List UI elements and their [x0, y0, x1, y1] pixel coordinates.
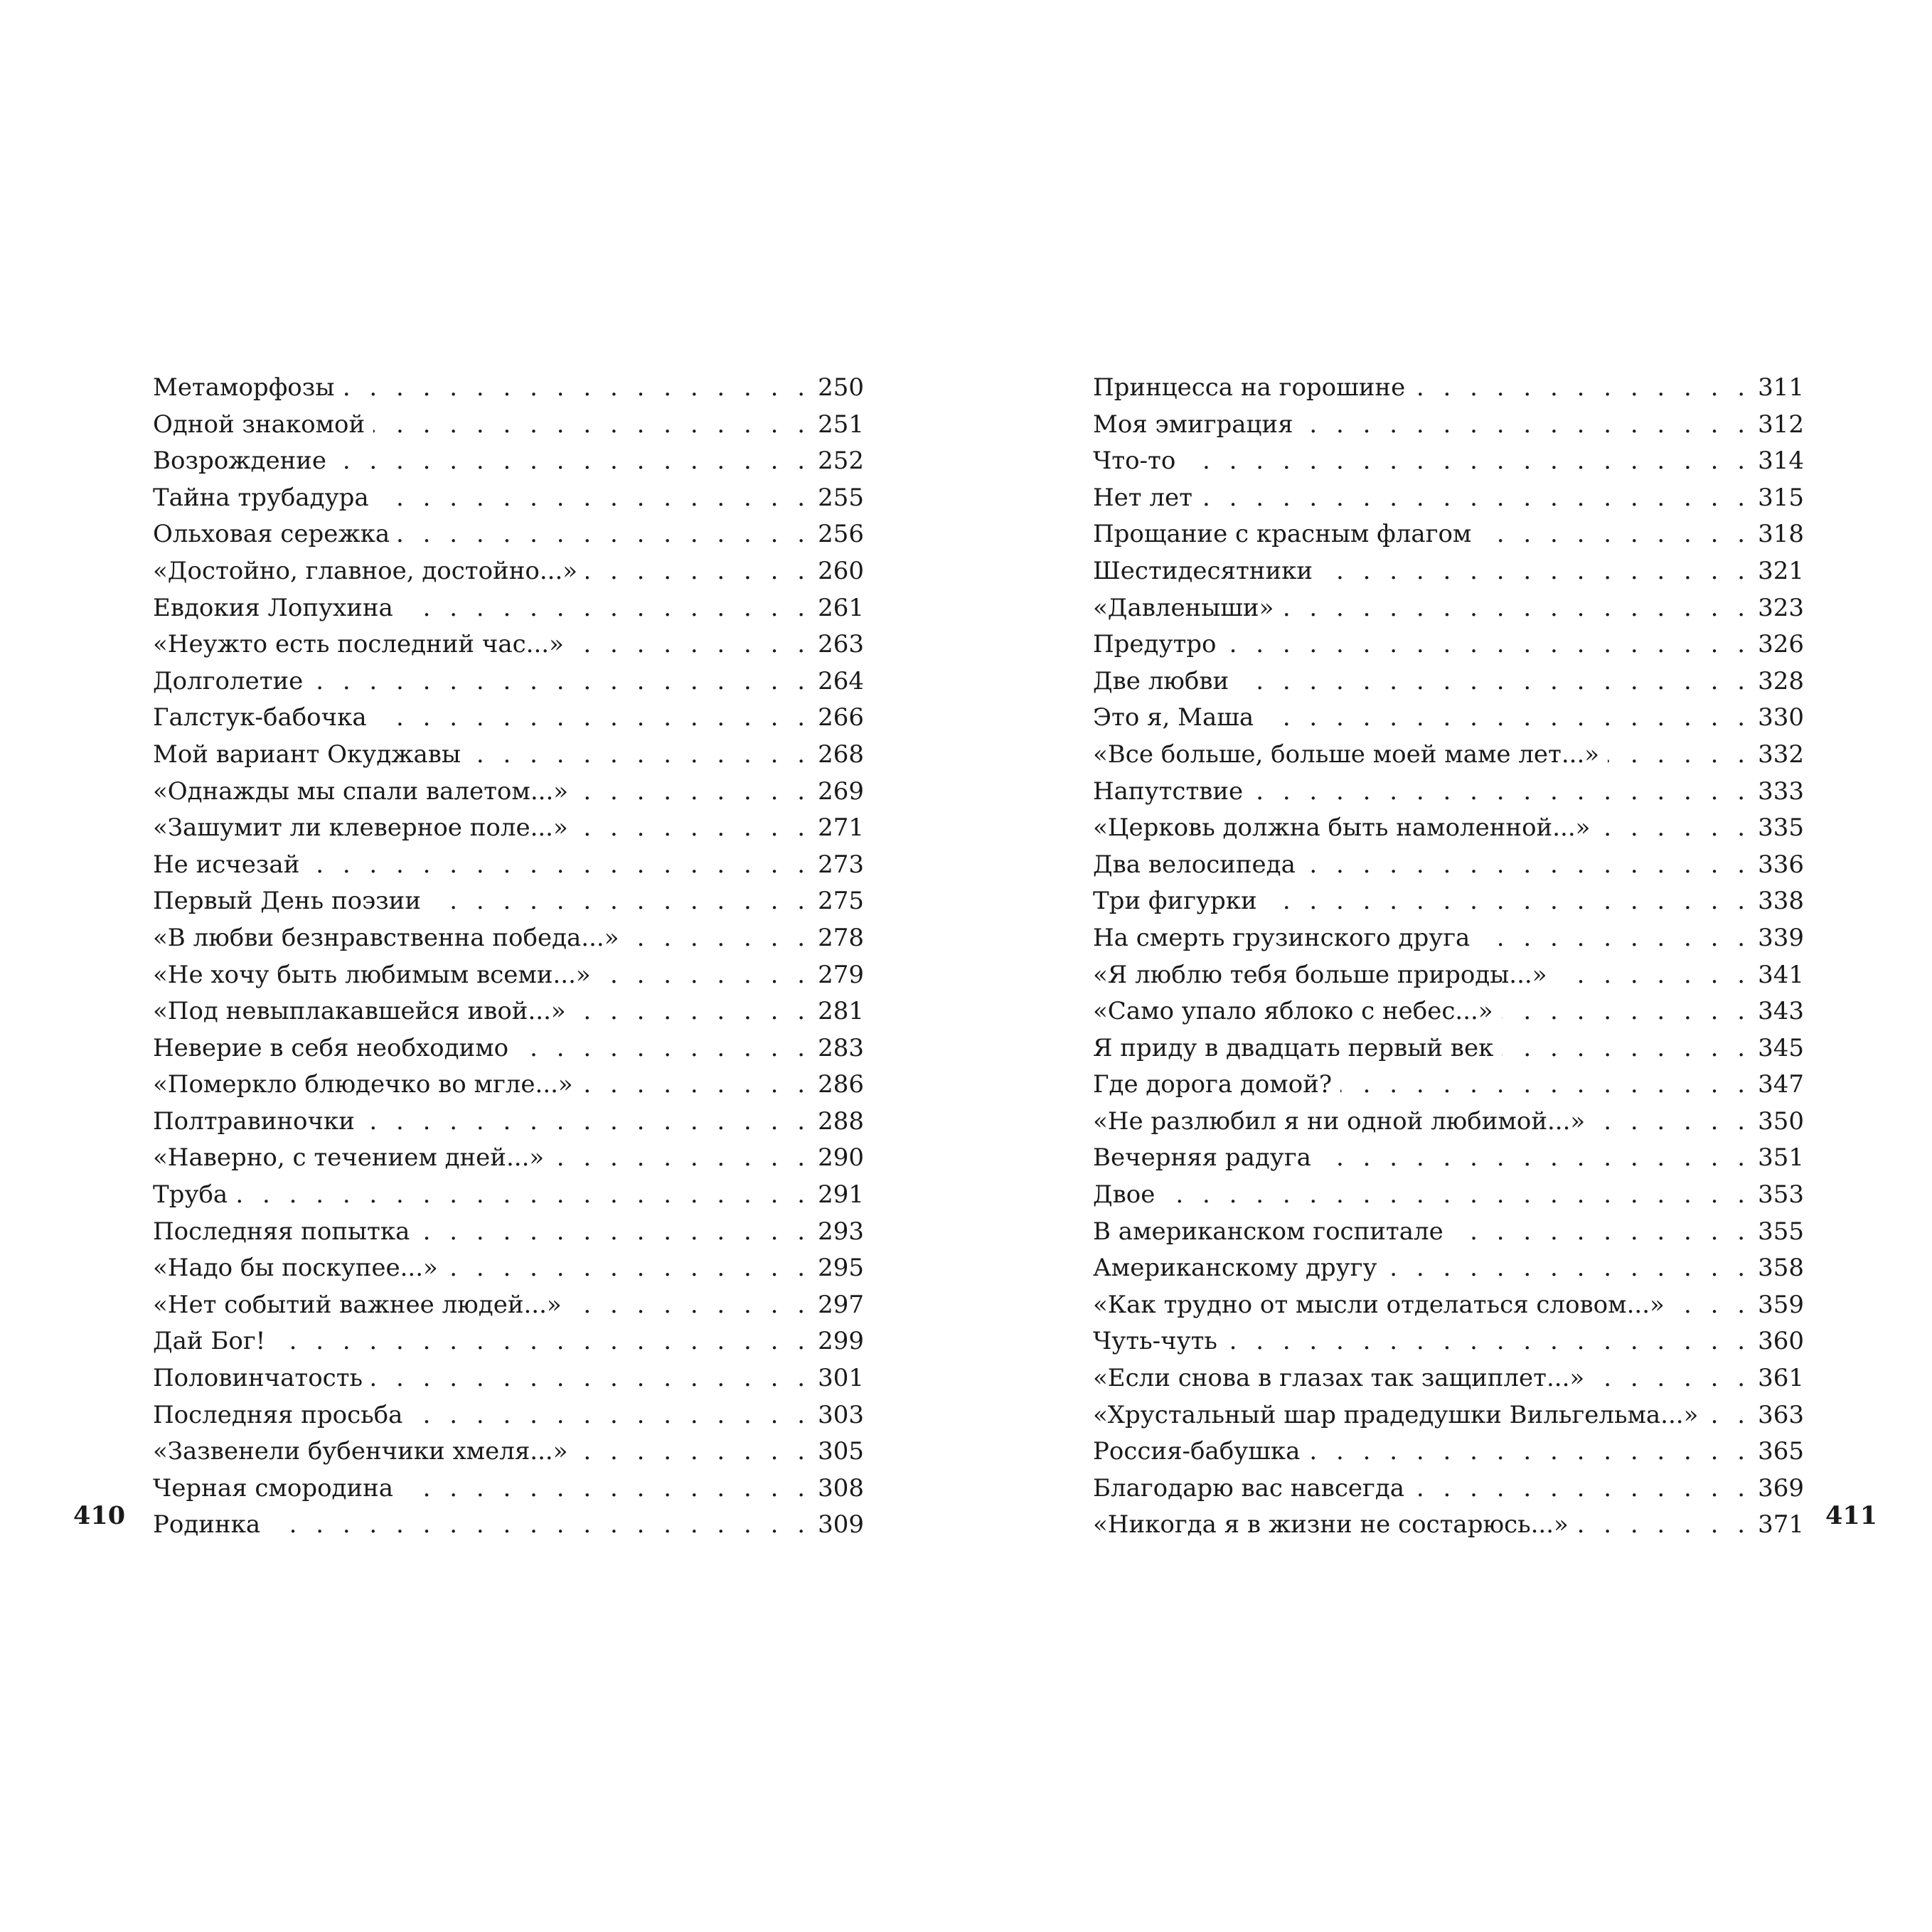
toc-entry-page: 281 [818, 997, 864, 1026]
toc-entry [153, 737, 864, 774]
dot-leader [1184, 443, 1751, 480]
toc-entry-title: «Под невыплакавшейся ивой...» [153, 997, 566, 1026]
dot-leader [343, 370, 811, 407]
toc-entry-page: 264 [818, 666, 864, 695]
dot-leader [1237, 663, 1751, 700]
dot-leader [1577, 1507, 1751, 1544]
toc-entry-page: 336 [1758, 850, 1804, 879]
toc-entry [1093, 370, 1804, 407]
toc-entry [1093, 774, 1804, 811]
dot-leader [1594, 1104, 1751, 1141]
dot-leader [1413, 1471, 1751, 1507]
toc-entry [153, 553, 864, 590]
toc-entry-title: Черная смородина [153, 1473, 394, 1503]
toc-entry-title: Труба [153, 1180, 228, 1210]
dot-leader [269, 1507, 811, 1544]
dot-leader [1320, 1140, 1751, 1177]
toc-entry-page: 323 [1758, 593, 1804, 622]
toc-entry-page: 295 [818, 1254, 864, 1283]
toc-entry [1093, 847, 1804, 884]
toc-entry-title: «Хрустальный шар прадедушки Вильгельма...» [1093, 1400, 1699, 1429]
toc-entry-title: Это я, Маша [1093, 703, 1254, 732]
toc-entry-title: Предутро [1093, 630, 1217, 659]
toc-entry-page: 335 [1758, 813, 1804, 843]
toc-entry-page: 293 [818, 1217, 864, 1246]
toc-entry-title: Неверие в себя необходимо [153, 1033, 509, 1062]
toc-entry-page: 255 [818, 483, 864, 512]
toc-entry [1093, 920, 1804, 957]
dot-leader [1266, 883, 1751, 920]
toc-entry-title: Три фигурки [1093, 887, 1257, 916]
dot-leader [418, 1214, 811, 1251]
toc-entry-title: «Никогда я в жизни не состарюсь...» [1093, 1510, 1569, 1539]
dot-leader [1262, 700, 1751, 737]
toc-entry-page: 328 [1758, 666, 1804, 695]
dot-leader [553, 1140, 811, 1177]
toc-entry-page: 369 [1758, 1473, 1804, 1503]
toc-entry [1093, 1140, 1804, 1177]
dot-leader [577, 774, 811, 811]
dot-leader [311, 663, 811, 700]
toc-entry-page: 343 [1758, 997, 1804, 1026]
toc-entry-page: 299 [818, 1327, 864, 1356]
dot-leader [1502, 993, 1751, 1030]
dot-leader [308, 847, 811, 884]
toc-entry [1093, 1471, 1804, 1507]
toc-entry-page: 263 [818, 630, 864, 659]
toc-entry-page: 359 [1758, 1290, 1804, 1319]
toc-entry-page: 353 [1758, 1180, 1804, 1210]
toc-entry [153, 1250, 864, 1287]
toc-entry-title: «Наверно, с течением дней...» [153, 1143, 545, 1173]
toc-entry-page: 251 [818, 410, 864, 439]
toc-entry-title: Я приду в двадцать первый век [1093, 1033, 1494, 1062]
toc-entry-title: Шестидесятники [1093, 556, 1313, 585]
dot-leader [274, 1323, 811, 1360]
toc-left-column [153, 370, 864, 1544]
toc-entry-title: «Если снова в глазах так защиплет...» [1093, 1364, 1585, 1393]
toc-entry-title: Где дорога домой? [1093, 1070, 1333, 1099]
toc-entry-page: 314 [1758, 447, 1804, 476]
toc-entry-title: В американском госпитале [1093, 1217, 1443, 1246]
dot-leader [402, 1471, 811, 1507]
toc-entry [1093, 443, 1804, 480]
toc-entry [153, 1140, 864, 1177]
toc-entry-title: «Зазвенели бубенчики хмеля...» [153, 1437, 568, 1466]
toc-entry [1093, 1287, 1804, 1324]
dot-leader [577, 810, 811, 847]
dot-leader [402, 590, 811, 627]
toc-entry-page: 363 [1758, 1400, 1804, 1429]
toc-entry-title: Евдокия Лопухина [153, 593, 393, 622]
toc-entry [1093, 1067, 1804, 1104]
toc-entry [1093, 883, 1804, 920]
dot-leader [1302, 407, 1751, 444]
toc-entry-page: 326 [1758, 630, 1804, 659]
toc-entry-page: 355 [1758, 1217, 1804, 1246]
toc-entry-title: «Церковь должна быть намоленной...» [1093, 813, 1591, 843]
toc-entry-title: «Зашумит ли клеверное поле...» [153, 813, 568, 843]
toc-entry [1093, 737, 1804, 774]
toc-entry-page: 297 [818, 1290, 864, 1319]
toc-entry [153, 1177, 864, 1214]
toc-entry-page: 311 [1758, 373, 1804, 402]
dot-leader [586, 553, 811, 590]
dot-leader [1201, 480, 1751, 517]
toc-entry [153, 883, 864, 920]
page-number-right: 411 [1825, 1501, 1878, 1530]
toc-entry [1093, 810, 1804, 847]
toc-entry-title: «Не разлюбил я ни одной любимой...» [1093, 1106, 1586, 1136]
toc-entry [1093, 1104, 1804, 1141]
toc-entry-page: 261 [818, 593, 864, 622]
toc-entry-page: 301 [818, 1364, 864, 1393]
toc-entry-title: Американскому другу [1093, 1254, 1377, 1283]
dot-leader [373, 407, 811, 444]
dot-leader [1308, 1434, 1751, 1471]
dot-leader [1452, 1214, 1751, 1251]
toc-entry-title: Напутствие [1093, 776, 1244, 806]
toc-entry [153, 370, 864, 407]
toc-right-column [1093, 370, 1804, 1544]
toc-entry [153, 407, 864, 444]
toc-entry-title: Ольховая сережка [153, 520, 390, 549]
toc-entry [1093, 516, 1804, 553]
dot-leader [335, 443, 811, 480]
dot-leader [1480, 516, 1751, 553]
toc-entry [153, 700, 864, 737]
toc-entry [153, 663, 864, 700]
dot-leader [582, 1067, 811, 1104]
toc-entry-page: 358 [1758, 1254, 1804, 1283]
toc-entry [153, 1434, 864, 1471]
toc-entry-title: «Не хочу быть любимым всеми...» [153, 960, 591, 989]
dot-leader [599, 957, 811, 994]
toc-entry [1093, 553, 1804, 590]
toc-entry-title: Что-то [1093, 447, 1176, 476]
dot-leader [236, 1177, 811, 1214]
dot-leader [1556, 957, 1751, 994]
toc-entry-title: Двое [1093, 1180, 1156, 1210]
toc-entry-page: 288 [818, 1106, 864, 1136]
dot-leader [371, 1360, 811, 1397]
toc-entry [153, 590, 864, 627]
toc-entry-page: 339 [1758, 923, 1804, 952]
toc-entry-title: «В любви безнравственна победа...» [153, 923, 619, 952]
toc-entry [1093, 1397, 1804, 1434]
toc-entry-title: «Как трудно от мысли отделаться словом...» [1093, 1290, 1665, 1319]
toc-entry [1093, 1323, 1804, 1360]
toc-entry-page: 278 [818, 923, 864, 952]
dot-leader [1608, 737, 1751, 774]
toc-entry [153, 993, 864, 1030]
toc-entry-page: 271 [818, 813, 864, 843]
toc-entry [153, 480, 864, 517]
toc-entry-title: Нет лет [1093, 483, 1192, 512]
toc-entry-title: Возрождение [153, 447, 327, 476]
toc-entry-page: 361 [1758, 1364, 1804, 1393]
toc-entry [153, 1214, 864, 1251]
toc-entry-page: 371 [1758, 1510, 1804, 1539]
toc-entry-title: Половинчатость [153, 1364, 363, 1393]
toc-entry-title: «Померкло блюдечко во мгле...» [153, 1070, 573, 1099]
dot-leader [517, 1030, 811, 1067]
toc-entry-page: 318 [1758, 520, 1804, 549]
toc-entry-page: 347 [1758, 1070, 1804, 1099]
toc-entry-page: 350 [1758, 1106, 1804, 1136]
toc-entry-page: 341 [1758, 960, 1804, 989]
toc-entry-page: 351 [1758, 1143, 1804, 1173]
page-number-left: 410 [73, 1501, 126, 1530]
toc-entry-title: Тайна трубадура [153, 483, 369, 512]
toc-entry-title: «Однажды мы спали валетом...» [153, 776, 569, 806]
toc-entry-title: «Достойно, главное, достойно...» [153, 556, 578, 585]
toc-entry-title: «Само упало яблоко с небес...» [1093, 997, 1493, 1026]
dot-leader [1673, 1287, 1751, 1324]
toc-entry-title: «Нет событий важнее людей...» [153, 1290, 562, 1319]
toc-entry-title: Долголетие [153, 666, 304, 695]
toc-entry [153, 1287, 864, 1324]
toc-entry-page: 315 [1758, 483, 1804, 512]
toc-entry-page: 338 [1758, 887, 1804, 916]
dot-leader [1502, 1030, 1751, 1067]
dot-leader [1251, 774, 1751, 811]
toc-entry-page: 312 [1758, 410, 1804, 439]
toc-entry-page: 268 [818, 740, 864, 769]
toc-entry-title: Два велосипеда [1093, 850, 1296, 879]
dot-leader [628, 920, 811, 957]
toc-entry [1093, 957, 1804, 994]
toc-entry-title: Не исчезай [153, 850, 300, 879]
toc-entry [1093, 407, 1804, 444]
toc-entry [1093, 480, 1804, 517]
toc-entry-title: Вечерняя радуга [1093, 1143, 1311, 1173]
toc-entry-title: Россия-бабушка [1093, 1437, 1301, 1466]
dot-leader [1226, 1323, 1751, 1360]
dot-leader [1385, 1250, 1751, 1287]
toc-entry [1093, 663, 1804, 700]
toc-entry [153, 1323, 864, 1360]
toc-entry [153, 920, 864, 957]
toc-entry-page: 269 [818, 776, 864, 806]
toc-entry-title: «Я люблю тебя больше природы...» [1093, 960, 1547, 989]
toc-entry-page: 291 [818, 1180, 864, 1210]
toc-entry-page: 283 [818, 1033, 864, 1062]
toc-entry [1093, 1434, 1804, 1471]
dot-leader [378, 480, 811, 517]
dot-leader [570, 1287, 811, 1324]
toc-entry-page: 279 [818, 960, 864, 989]
toc-entry [153, 1360, 864, 1397]
toc-entry-title: «Неужто есть последний час...» [153, 630, 564, 659]
toc-entry [1093, 1250, 1804, 1287]
toc-entry-title: Мой вариант Окуджавы [153, 740, 461, 769]
toc-entry-title: Благодарю вас навсегда [1093, 1473, 1405, 1503]
dot-leader [375, 700, 811, 737]
dot-leader [411, 1397, 811, 1434]
toc-entry-page: 256 [818, 520, 864, 549]
toc-entry [153, 810, 864, 847]
toc-entry [153, 774, 864, 811]
dot-leader [577, 1434, 811, 1471]
toc-entry-page: 275 [818, 887, 864, 916]
toc-entry-page: 250 [818, 373, 864, 402]
dot-leader [1225, 626, 1751, 663]
toc-entry [153, 847, 864, 884]
dot-leader [1414, 370, 1751, 407]
dot-leader [1340, 1067, 1751, 1104]
toc-entry-title: Галстук-бабочка [153, 703, 367, 732]
toc-entry [1093, 1030, 1804, 1067]
dot-leader [572, 626, 811, 663]
dot-leader [575, 993, 811, 1030]
toc-entry [153, 443, 864, 480]
toc-entry-page: 365 [1758, 1437, 1804, 1466]
toc-entry [153, 1397, 864, 1434]
toc-entry-page: 330 [1758, 703, 1804, 732]
toc-entry-title: Принцесса на горошине [1093, 373, 1406, 402]
toc-entry-page: 321 [1758, 556, 1804, 585]
dot-leader [363, 1104, 811, 1141]
toc-entry-title: «Надо бы поскупее...» [153, 1254, 438, 1283]
toc-entry-page: 305 [818, 1437, 864, 1466]
toc-entry [153, 626, 864, 663]
dot-leader [469, 737, 811, 774]
toc-entry-page: 309 [818, 1510, 864, 1539]
toc-entry [1093, 590, 1804, 627]
dot-leader [1599, 810, 1751, 847]
toc-entry-title: Прощание с красным флагом [1093, 520, 1472, 549]
toc-entry-title: Две любви [1093, 666, 1229, 695]
dot-leader [447, 1250, 811, 1287]
toc-entry [1093, 1177, 1804, 1214]
toc-entry [1093, 626, 1804, 663]
toc-entry-page: 252 [818, 447, 864, 476]
toc-entry [1093, 1214, 1804, 1251]
dot-leader [1163, 1177, 1751, 1214]
toc-entry [153, 516, 864, 553]
toc-entry-title: Последняя просьба [153, 1400, 403, 1429]
toc-entry [153, 1067, 864, 1104]
dot-leader [1304, 847, 1751, 884]
toc-entry-title: Метаморфозы [153, 373, 335, 402]
toc-entry-title: «Давленыши» [1093, 593, 1274, 622]
toc-entry-page: 332 [1758, 740, 1804, 769]
toc-entry [1093, 1507, 1804, 1544]
toc-entry-page: 345 [1758, 1033, 1804, 1062]
dot-leader [1282, 590, 1751, 627]
dot-leader [398, 516, 811, 553]
toc-entry-title: Родинка [153, 1510, 261, 1539]
toc-entry-page: 303 [818, 1400, 864, 1429]
toc-entry-title: На смерть грузинского друга [1093, 923, 1471, 952]
toc-entry [1093, 700, 1804, 737]
toc-entry-page: 333 [1758, 776, 1804, 806]
toc-entry-page: 308 [818, 1473, 864, 1503]
toc-entry-title: Дай Бог! [153, 1327, 266, 1356]
toc-entry-title: Одной знакомой [153, 410, 365, 439]
dot-leader [1478, 920, 1751, 957]
toc-entry-page: 273 [818, 850, 864, 879]
toc-entry-page: 290 [818, 1143, 864, 1173]
toc-entry-title: Моя эмиграция [1093, 410, 1293, 439]
dot-leader [1593, 1360, 1751, 1397]
dot-leader [1707, 1397, 1751, 1434]
dot-leader [1321, 553, 1751, 590]
toc-entry [153, 1104, 864, 1141]
toc-entry [153, 1507, 864, 1544]
toc-entry-page: 286 [818, 1070, 864, 1099]
toc-entry-title: Последняя попытка [153, 1217, 410, 1246]
toc-entry [153, 957, 864, 994]
toc-entry [1093, 1360, 1804, 1397]
toc-entry-title: Чуть-чуть [1093, 1327, 1217, 1356]
toc-entry-title: «Все больше, больше моей маме лет...» [1093, 740, 1600, 769]
toc-entry [1093, 993, 1804, 1030]
toc-entry-page: 266 [818, 703, 864, 732]
dot-leader [429, 883, 811, 920]
toc-entry-page: 260 [818, 556, 864, 585]
toc-entry [153, 1030, 864, 1067]
toc-entry-page: 360 [1758, 1327, 1804, 1356]
toc-entry-title: Полтравиночки [153, 1106, 355, 1136]
toc-entry-title: Первый День поэзии [153, 887, 421, 916]
toc-entry [153, 1471, 864, 1507]
